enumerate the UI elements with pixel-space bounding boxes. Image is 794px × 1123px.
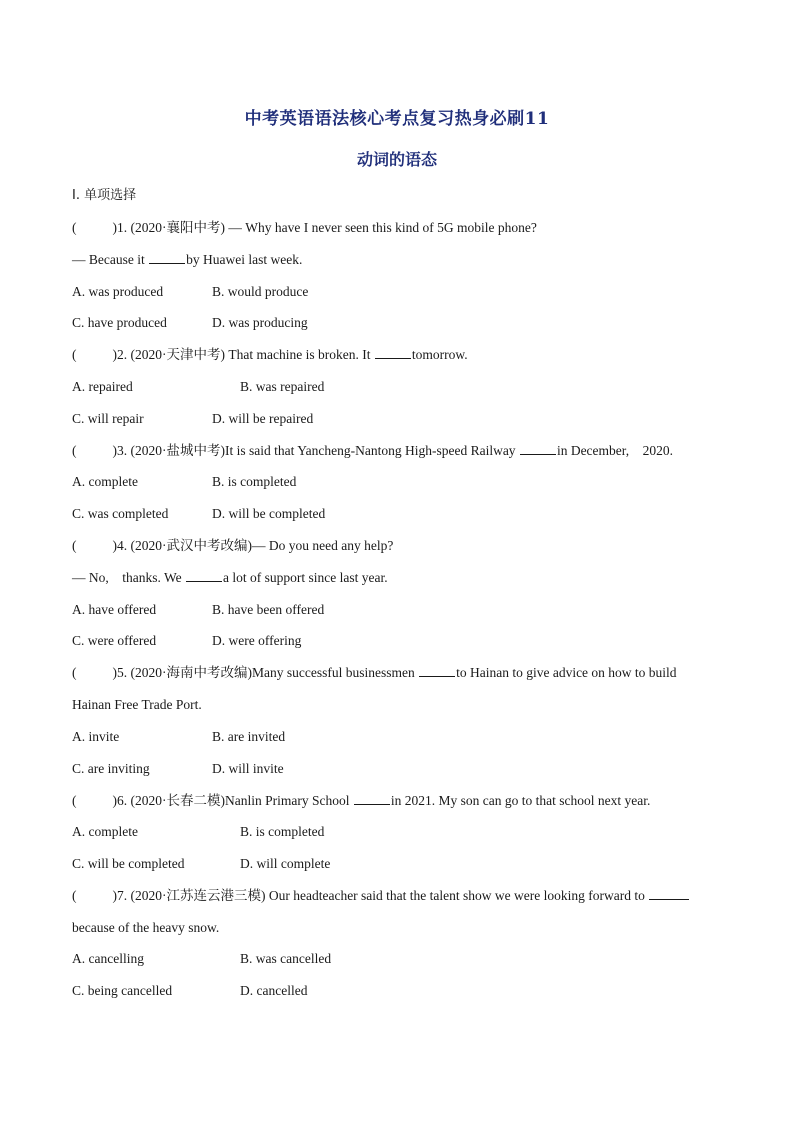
answer-paren: ( xyxy=(72,347,77,362)
question-6-option-b: B. is completed xyxy=(240,824,325,839)
question-2-option-c: C. will repair xyxy=(72,411,144,426)
question-3-option-c: C. was completed xyxy=(72,506,169,521)
question-5-stem-line2: Hainan Free Trade Port. xyxy=(72,697,202,712)
question-4-option-a: A. have offered xyxy=(72,602,157,617)
answer-paren: ( xyxy=(72,443,77,458)
question-2-option-d: D. will be repaired xyxy=(212,411,314,426)
answer-blank xyxy=(186,569,222,582)
answer-blank xyxy=(520,442,556,455)
answer-paren: ( xyxy=(72,538,77,553)
question-7-option-c: C. being cancelled xyxy=(72,983,173,998)
question-4-option-d: D. were offering xyxy=(212,633,302,648)
answer-blank xyxy=(419,664,455,677)
question-1-option-c: C. have produced xyxy=(72,315,167,330)
question-4-stem: ( )4. (2020·武汉中考改编)— Do you need any help? xyxy=(72,538,394,553)
question-4-option-c: C. were offered xyxy=(72,633,157,648)
question-7-stem: ( )7. (2020·江苏连云港三模) Our headteacher said that the talent show we were looking forward to xyxy=(72,887,690,905)
question-6-option-a: A. complete xyxy=(72,824,138,839)
question-3-option-b: B. is completed xyxy=(212,474,297,489)
question-5-option-b: B. are invited xyxy=(212,729,286,744)
question-5-option-d: D. will invite xyxy=(212,761,284,776)
question-3-option-d: D. will be completed xyxy=(212,506,326,521)
question-4-option-b: B. have been offered xyxy=(212,602,325,617)
question-1-option-a: A. was produced xyxy=(72,284,164,299)
document-title: 中考英语语法核心考点复习热身必刷11 xyxy=(244,109,550,129)
question-7-option-b: B. was cancelled xyxy=(240,951,332,966)
answer-blank xyxy=(649,887,689,900)
answer-paren: ( xyxy=(72,888,77,903)
question-2-option-b: B. was repaired xyxy=(240,379,325,394)
question-7-option-a: A. cancelling xyxy=(72,951,144,966)
question-3-stem: ( )3. (2020·盐城中考)It is said that Yancheng-Nantong High-speed Railway in December, 2020. xyxy=(72,443,673,458)
question-5-option-a: A. invite xyxy=(72,729,120,744)
question-6-option-d: D. will complete xyxy=(240,856,331,871)
question-6-option-c: C. will be completed xyxy=(72,856,185,871)
question-7-stem-line2: because of the heavy snow. xyxy=(72,920,220,935)
question-1-option-d: D. was producing xyxy=(212,315,308,330)
question-2-stem: ( )2. (2020·天津中考) That machine is broken. It tomorrow. xyxy=(72,347,468,362)
question-3-option-a: A. complete xyxy=(72,474,138,489)
question-7-option-d: D. cancelled xyxy=(240,983,308,998)
question-2-option-a: A. repaired xyxy=(72,379,133,394)
question-1-option-b: B. would produce xyxy=(212,284,309,299)
answer-blank xyxy=(354,792,390,805)
answer-blank xyxy=(375,346,411,359)
answer-paren: ( xyxy=(72,665,77,680)
question-5-option-c: C. are inviting xyxy=(72,761,150,776)
section-heading: Ⅰ. 单项选择 xyxy=(72,188,137,203)
document-subtitle: 动词的语态 xyxy=(356,150,437,169)
answer-paren: ( xyxy=(72,793,77,808)
question-4-stem-line2: — No, thanks. We a lot of support since last year. xyxy=(72,570,388,585)
question-1-stem-line2: — Because it by Huawei last week. xyxy=(72,252,303,267)
question-5-stem: ( )5. (2020·海南中考改编)Many successful businessmen to Hainan to give advice on how to build xyxy=(72,665,677,680)
answer-blank xyxy=(149,251,185,264)
answer-paren: ( xyxy=(72,220,77,235)
question-1-stem: ( )1. (2020·襄阳中考) — Why have I never seen this kind of 5G mobile phone? xyxy=(72,220,537,235)
question-6-stem: ( )6. (2020·长春二模)Nanlin Primary School in 2021. My son can go to that school next year. xyxy=(72,793,651,808)
